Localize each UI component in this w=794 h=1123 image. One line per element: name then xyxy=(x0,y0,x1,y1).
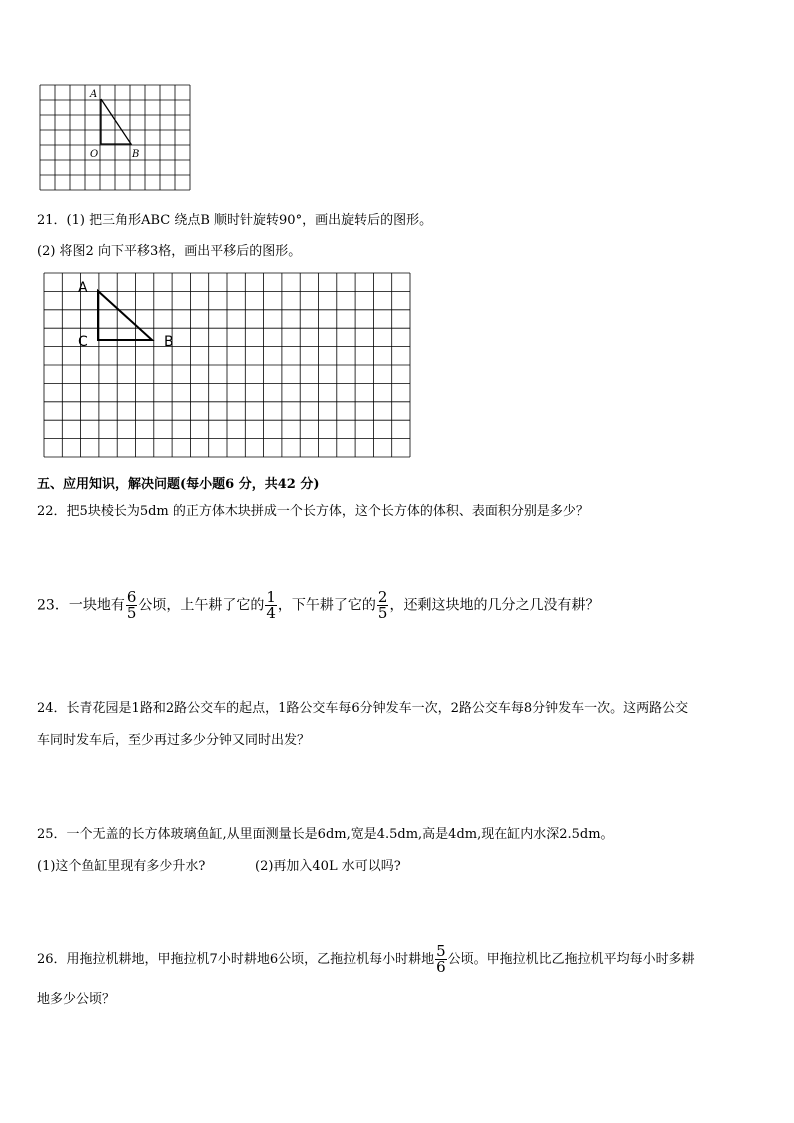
q23-t4: ，还剩这块地的几分之几没有耕？ xyxy=(389,597,600,614)
q26-t1: 26．用拖拉机耕地，甲拖拉机7小时耕地6公顷，乙拖拉机每小时耕地 xyxy=(37,952,435,967)
label-b: B xyxy=(132,149,140,160)
fraction-1-4: $\frac{1}{4}$ xyxy=(266,588,276,622)
q25-sub1: (1)这个鱼缸里现有多少升水? xyxy=(37,859,206,874)
q26-line2: 地多少公顷？ xyxy=(37,992,116,1007)
grid-figure-2 xyxy=(43,272,416,460)
fraction-6-5: $\frac{6}{5}$ xyxy=(126,588,137,622)
q23-t3: ，下午耕了它的 xyxy=(277,597,376,614)
triangle-acb xyxy=(98,291,152,340)
q26-line1 xyxy=(37,944,695,975)
q23-text xyxy=(37,590,599,621)
q23-t1: 23．一块地有 xyxy=(37,597,125,614)
triangle-aob xyxy=(101,99,131,144)
q24-line1: 24．长青花园是1路和2路公交车的起点，1路公交车每6分钟发车一次，2路公交车每8分钟发车一次。这两路公交 xyxy=(37,701,689,716)
q22-text: 22．把5块棱长为5dm 的正方体木块拼成一个长方体，这个长方体的体积、表面积分别是多少？ xyxy=(37,504,589,519)
label-b2: B xyxy=(164,334,174,350)
q25-line1: 25．一个无盖的长方体玻璃鱼缸,从里面测量长是6dm,宽是4.5dm,高是4dm,现在缸内水深2.5dm。 xyxy=(37,827,614,842)
q25-sub2: (2)再加入40L 水可以吗? xyxy=(255,859,401,874)
label-c2: C xyxy=(78,334,88,350)
label-a2: A xyxy=(78,280,88,296)
q21-part2: (2) 将图2 向下平移3格，画出平移后的图形。 xyxy=(37,244,302,259)
q24-line2: 车同时发车后，至少再过多少分钟又同时出发？ xyxy=(37,733,311,748)
q21-part1: 21．(1) 把三角形ABC 绕点B 顺时针旋转90°，画出旋转后的图形。 xyxy=(37,213,433,228)
fraction-2-5: $\frac{2}{5}$ xyxy=(377,588,388,622)
grid-figure-1 xyxy=(39,84,193,192)
q23-t2: 公顷，上午耕了它的 xyxy=(138,597,265,614)
fraction-5-6: $\frac{5}{6}$ xyxy=(436,942,446,976)
label-a: A xyxy=(90,89,98,100)
q26-t2: 公顷。甲拖拉机比乙拖拉机平均每小时多耕 xyxy=(447,952,695,967)
label-o: O xyxy=(90,149,99,160)
section-5-title: 五、应用知识，解决问题(每小题6 分，共42 分) xyxy=(37,477,320,492)
